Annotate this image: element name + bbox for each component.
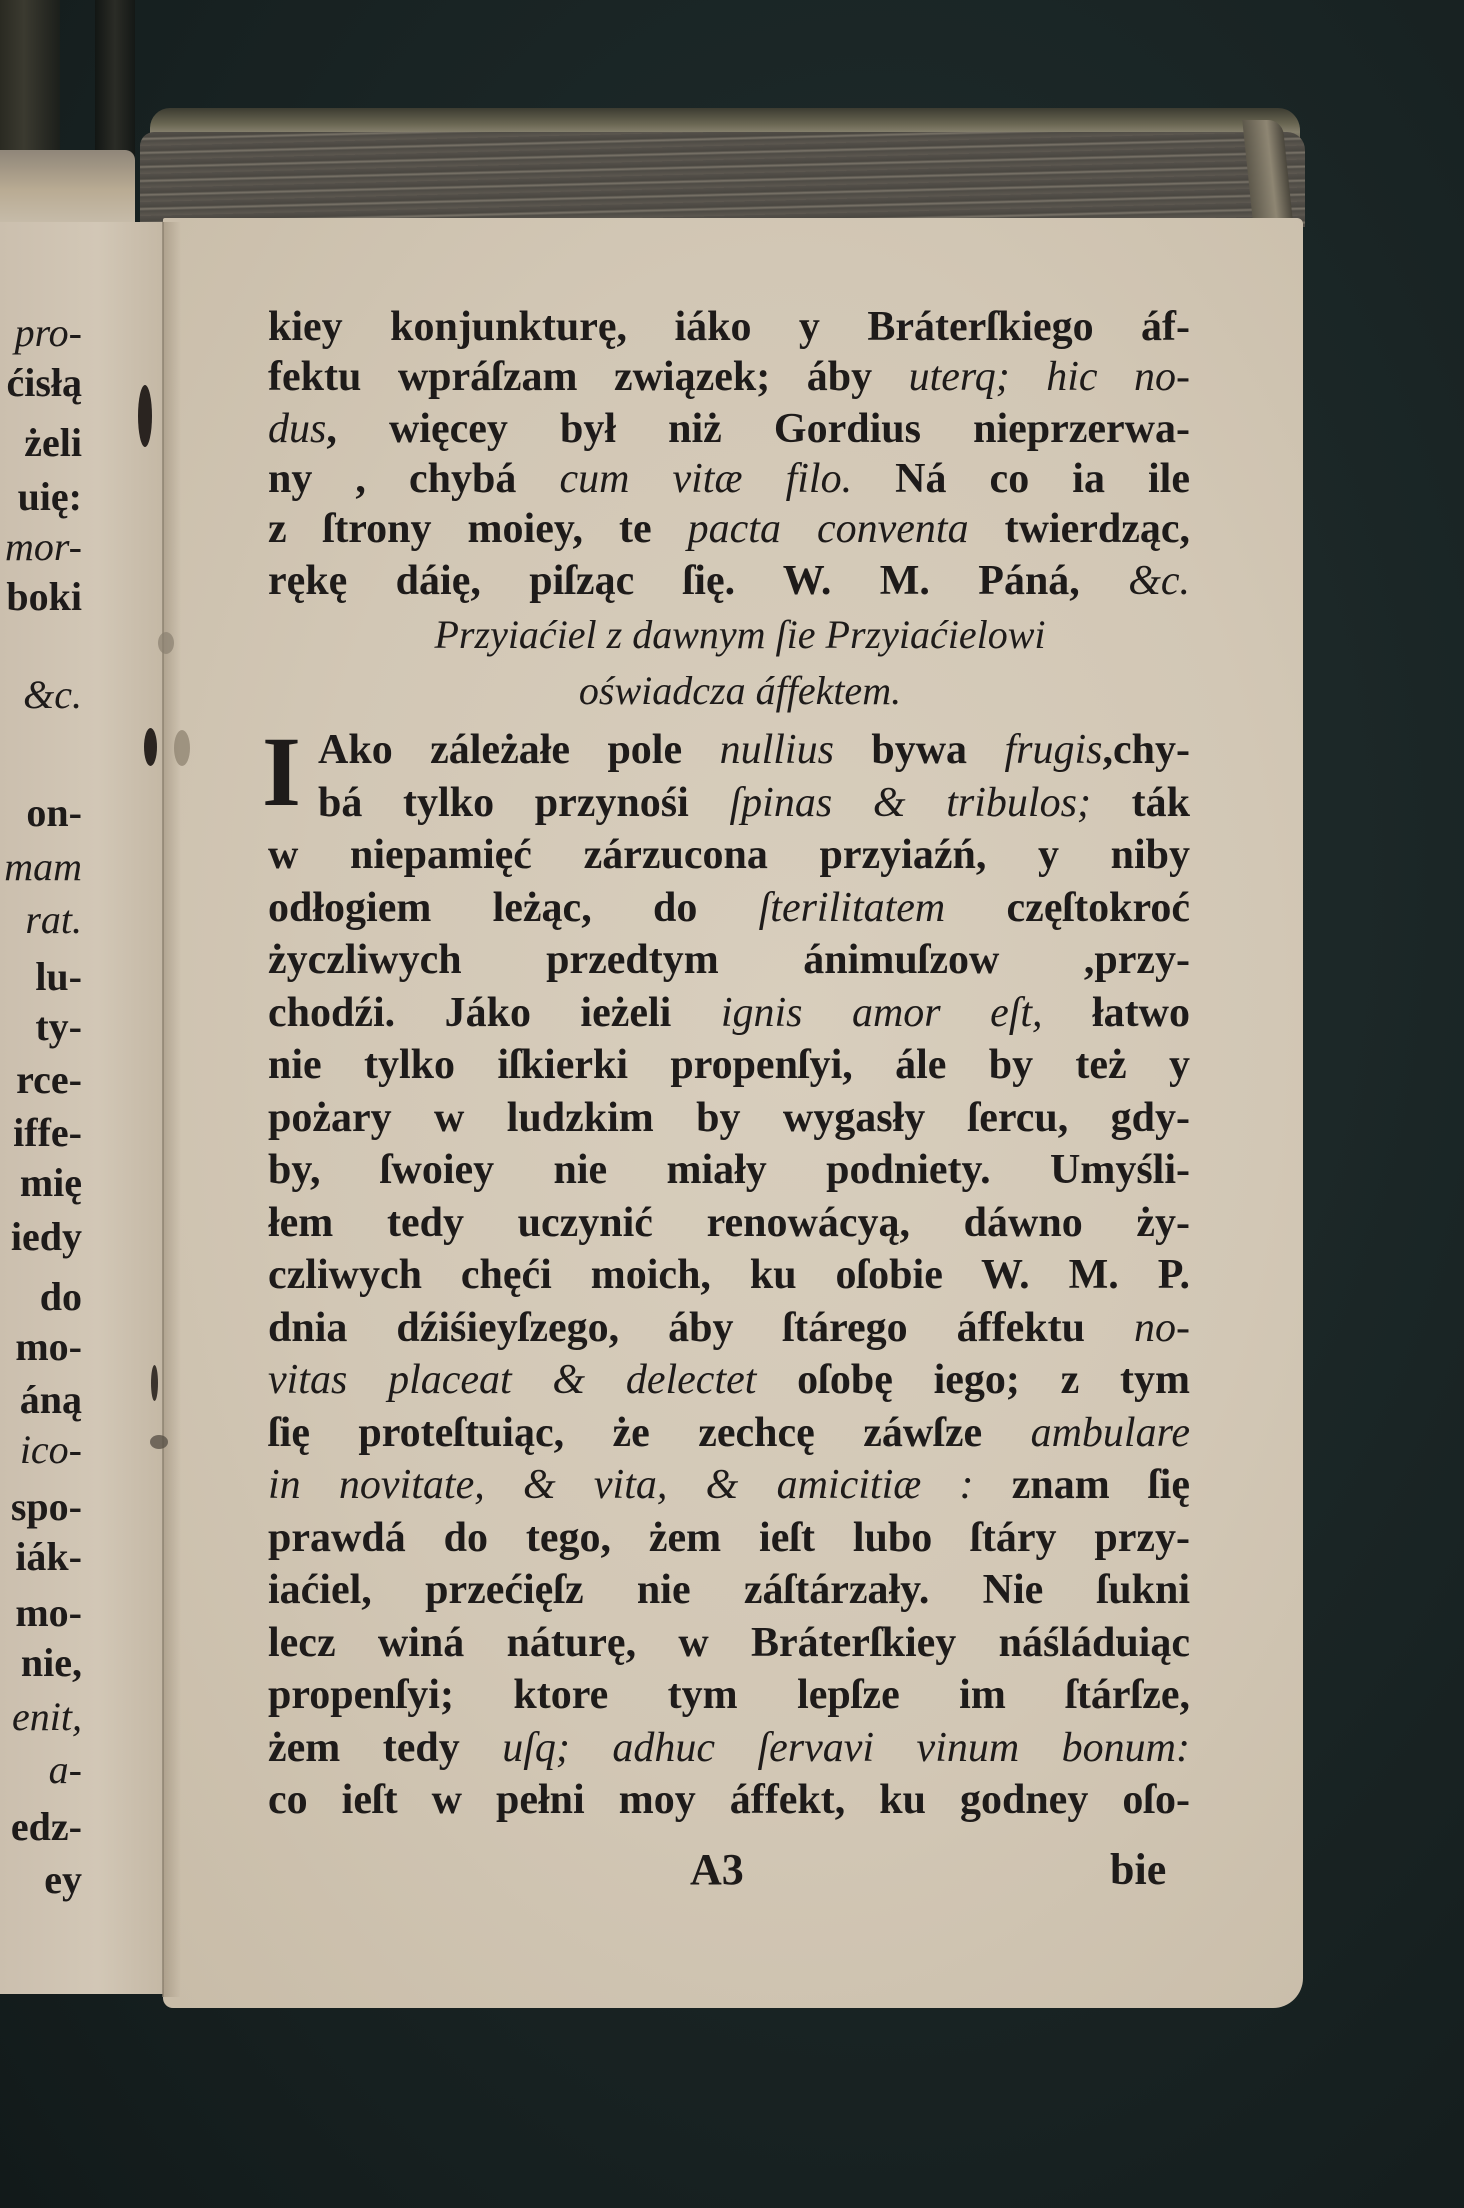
italic-text: uſq; adhuc ſervavi vinum bonum:	[502, 1725, 1190, 1771]
left-page-line-fragment: mo-	[15, 1590, 82, 1635]
text-line	[268, 352, 1190, 402]
roman-text: fektu wpráſzam związek; áby	[268, 354, 909, 400]
roman-text: iaćiel, przećięſz nie záſtárzały. Nie ſukni	[268, 1567, 1190, 1613]
ink-blot	[158, 632, 174, 654]
italic-text: nullius	[719, 727, 834, 773]
text-line	[268, 1303, 1190, 1353]
text-line	[268, 1460, 1190, 1510]
left-page-line-fragment: ey	[44, 1857, 82, 1902]
roman-text: prawdá do tego, żem ieſt lubo ſtáry przy-	[268, 1515, 1190, 1561]
text-line	[268, 504, 1190, 554]
roman-text: rękę dáię, piſząc ſię. W. M. Páná,	[268, 558, 1129, 604]
left-page-text	[0, 0, 82, 2208]
left-page-line-fragment: uię:	[17, 474, 82, 519]
roman-text: odłogiem leżąc, do	[268, 885, 759, 931]
roman-text: łem tedy uczynić renowácyą, dáwno ży-	[268, 1200, 1190, 1246]
roman-text: twierdząc,	[968, 506, 1190, 552]
roman-text: by, ſwoiey nie miały podniety. Umyśli-	[268, 1147, 1190, 1193]
left-page-line-fragment: ico-	[19, 1427, 82, 1472]
italic-text: frugis	[1004, 727, 1103, 773]
text-line	[268, 1513, 1190, 1563]
signature-mark: A3	[690, 1845, 744, 1894]
text-line	[268, 1670, 1190, 1720]
text-line	[268, 1408, 1190, 1458]
text-line	[318, 725, 1190, 775]
left-page-line-fragment: enit,	[12, 1694, 82, 1739]
roman-text: częſtokroć	[945, 885, 1191, 931]
italic-text: ſterilitatem	[758, 885, 946, 931]
left-page-line-fragment: mię	[19, 1160, 82, 1205]
italic-text: &c.	[1128, 558, 1190, 604]
text-line	[268, 302, 1190, 352]
italic-text: vitas placeat & delectet	[268, 1357, 757, 1403]
left-page-line-fragment: a-	[48, 1747, 82, 1792]
left-page-line-fragment: rat.	[25, 897, 82, 942]
text-line	[268, 1040, 1190, 1090]
drop-cap: I	[262, 716, 301, 827]
section-heading-line-1: Przyiaćiel z dawnym ſie Przyiaćielowi	[434, 612, 1046, 657]
left-page-line-fragment: pro-	[14, 310, 82, 355]
roman-text: kiey konjunkturę, iáko y Bráterſkiego áf-	[268, 304, 1190, 350]
text-line	[268, 988, 1190, 1038]
left-page-line-fragment: iffe-	[13, 1110, 82, 1155]
italic-text: in novitate, & vita, & amicitiæ :	[268, 1462, 974, 1508]
roman-text: z ſtrony moiey, te	[268, 506, 688, 552]
left-page-line-fragment: spo-	[10, 1484, 82, 1529]
italic-text: pacta conventa	[687, 506, 969, 552]
left-page-line-fragment: &c.	[23, 672, 82, 717]
left-page-line-fragment: on-	[26, 790, 82, 835]
text-line	[268, 454, 1190, 504]
roman-text: nie tylko iſkierki propenſyi, ále by też y	[268, 1042, 1190, 1088]
roman-text: bywa	[833, 727, 1005, 773]
roman-text: Ná co ia ile	[852, 456, 1190, 502]
italic-text: ambulare	[1030, 1410, 1190, 1456]
ink-blot	[174, 730, 190, 766]
text-line	[268, 1565, 1190, 1615]
roman-text: ,chy-	[1102, 727, 1190, 773]
italic-text: cum vitæ filo.	[559, 456, 853, 502]
text-line	[268, 1618, 1190, 1668]
roman-text: ták	[1090, 780, 1190, 826]
roman-text: pożary w ludzkim by wygasły ſercu, gdy-	[268, 1095, 1190, 1141]
italic-text: ſpinas & tribulos;	[729, 780, 1091, 826]
text-line	[268, 404, 1190, 454]
roman-text: ſię proteſtuiąc, że zechcę záwſze	[268, 1410, 1031, 1456]
page-edge-stack	[140, 132, 1305, 227]
left-page-line-fragment: mor-	[5, 524, 82, 569]
left-page-line-fragment: edz-	[10, 1804, 82, 1849]
left-page-line-fragment: nie,	[20, 1640, 82, 1685]
left-page-line-fragment: do	[39, 1274, 82, 1319]
section-heading-line-2: oświadcza áffektem.	[578, 668, 902, 713]
italic-text: no-	[1134, 1305, 1190, 1351]
ink-blot	[138, 385, 152, 447]
text-line	[268, 1093, 1190, 1143]
text-line	[268, 1250, 1190, 1300]
text-line	[318, 778, 1190, 828]
left-page-line-fragment: boki	[6, 574, 82, 619]
left-page-line-fragment: iák-	[15, 1534, 82, 1579]
text-line	[268, 1145, 1190, 1195]
roman-text: oſobę iego; z tym	[756, 1357, 1190, 1403]
gutter	[162, 222, 164, 1997]
left-page-line-fragment: lu-	[35, 954, 82, 999]
text-line	[268, 830, 1190, 880]
text-line	[268, 1723, 1190, 1773]
roman-text: czliwych chęći moich, ku oſobie W. M. P.	[268, 1252, 1190, 1298]
roman-text: łatwo	[1042, 990, 1190, 1036]
roman-text: życzliwych przedtym ánimuſzow ,przy-	[268, 937, 1190, 983]
roman-text: chodźi. Jáko ieżeli	[268, 990, 721, 1036]
roman-text: dnia dźiśieyſzego, áby ſtárego áffektu	[268, 1305, 1134, 1351]
italic-text: ignis amor eſt,	[720, 990, 1043, 1036]
ink-blot	[151, 1365, 158, 1401]
ink-blot	[144, 728, 157, 766]
italic-text: uterq; hic no-	[908, 354, 1190, 400]
left-page-line-fragment: mo-	[15, 1324, 82, 1369]
roman-text: w niepamięć zárzucona przyiaźń, y niby	[268, 832, 1190, 878]
roman-text: propenſyi; ktore tym lepſze im ſtárſze,	[268, 1672, 1190, 1718]
text-line	[268, 1198, 1190, 1248]
roman-text: bá tylko przynośi	[318, 780, 730, 826]
roman-text: znam ſię	[973, 1462, 1190, 1508]
ink-blot	[150, 1435, 168, 1449]
roman-text: żem tedy	[268, 1725, 503, 1771]
italic-text: dus	[268, 406, 327, 452]
roman-text: co ieſt w pełni moy áffekt, ku godney oſo-	[268, 1777, 1190, 1823]
left-page-line-fragment: iedy	[10, 1214, 82, 1259]
left-page-line-fragment: áną	[19, 1377, 82, 1422]
catchword: bie	[1110, 1845, 1167, 1894]
gutter-shadow	[163, 222, 181, 1997]
left-page-line-fragment: ćisłą	[6, 360, 82, 405]
roman-text: , więcey był niż Gordius nieprzerwa-	[326, 406, 1190, 452]
roman-text: lecz winá náturę, w Bráterſkiey náśláduiąc	[268, 1620, 1190, 1666]
roman-text: ny , chybá	[268, 456, 560, 502]
left-page-line-fragment: ty-	[35, 1004, 82, 1049]
left-page-line-fragment: żeli	[24, 420, 82, 465]
text-line	[268, 883, 1190, 933]
text-line	[268, 935, 1190, 985]
text-line	[268, 1355, 1190, 1405]
text-line	[268, 1775, 1190, 1825]
left-page-line-fragment: rce-	[16, 1057, 82, 1102]
left-page-line-fragment: mam	[4, 844, 82, 889]
text-line	[268, 556, 1190, 606]
roman-text: Ako záleżałe pole	[318, 727, 720, 773]
